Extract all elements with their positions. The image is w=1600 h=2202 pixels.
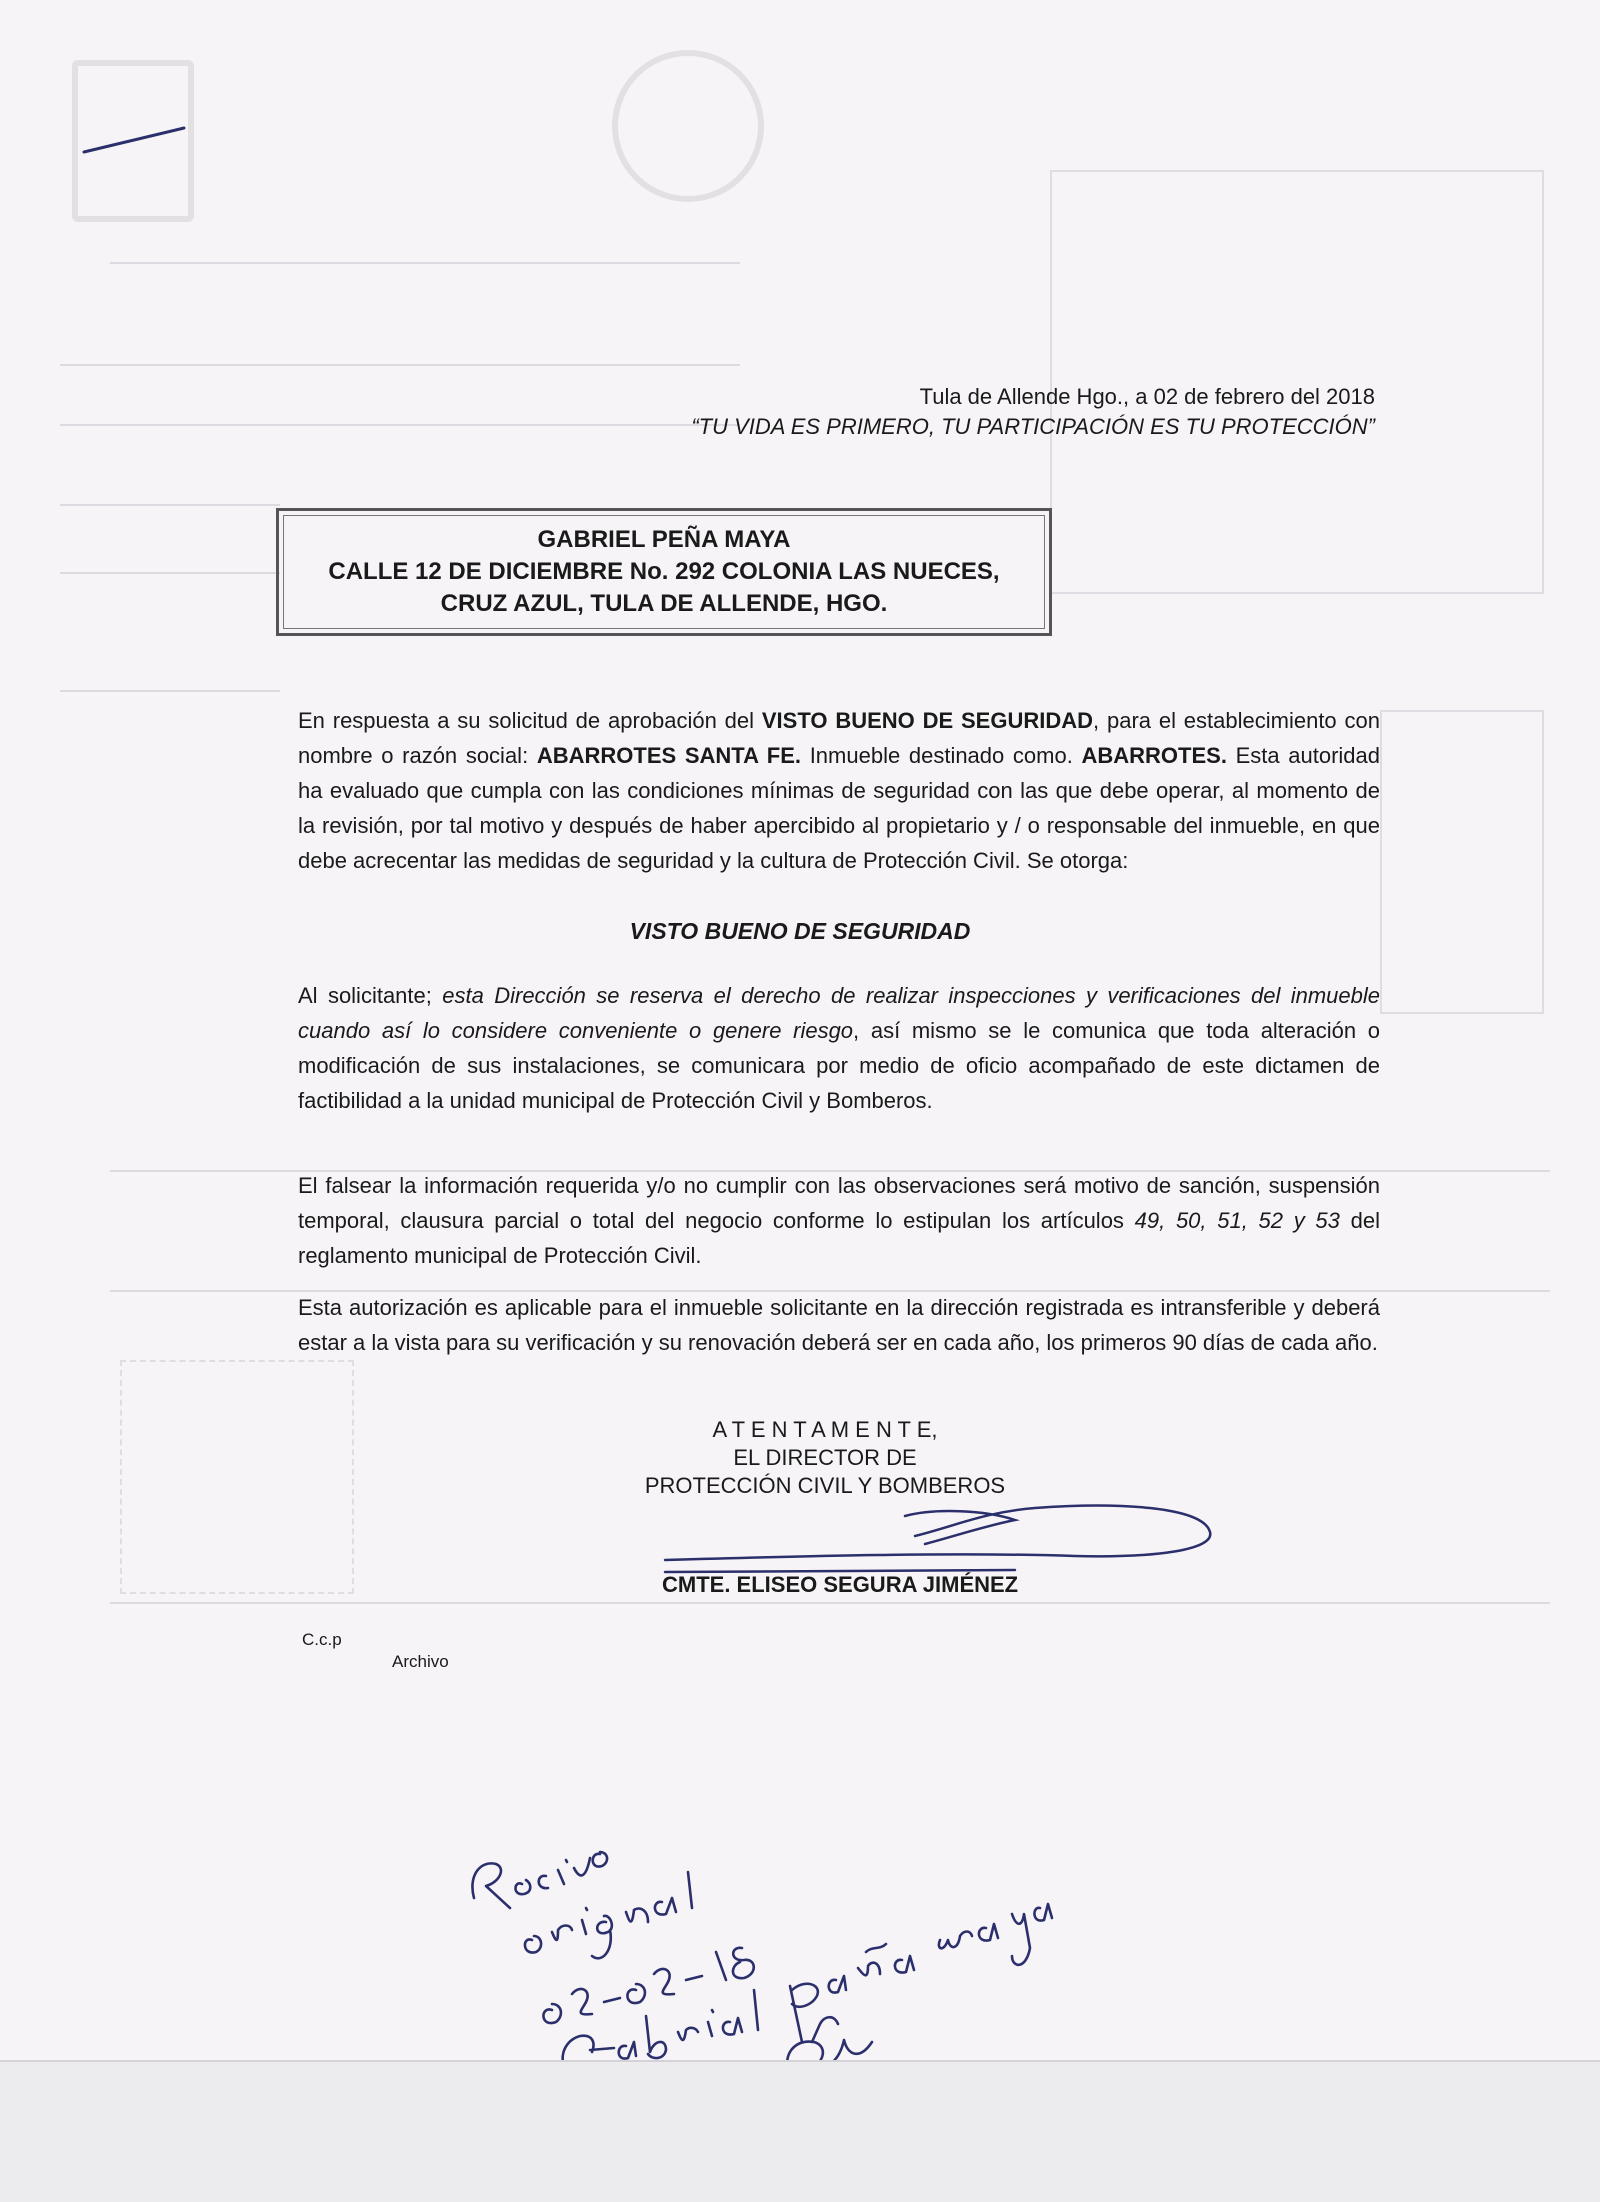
closing-line1: A T E N T A M E N T E, [712,1417,938,1442]
closing-line2: EL DIRECTOR DE [733,1445,917,1470]
paragraph-authorization: Esta autorización es aplicable para el inmueble solicitante en la dirección registrada es intransferible y deberá estar a la vista para su verificación y su renovación deberá ser en cada año, los primeros 90 días de cada año. [298,1295,1380,1355]
paragraph-request [298,703,1380,878]
paragraph-sanctions [298,1168,1380,1273]
ccp-value: Archivo [392,1652,449,1671]
recipient-inner [283,515,1045,629]
handwritten-receipt-note [440,1780,1060,2080]
recipient-address-line1: CALLE 12 DE DICIEMBRE No. 292 COLONIA LAS NUECES, [328,558,1000,585]
ghost-table [1050,170,1544,594]
recipient-name: GABRIEL PEÑA MAYA [537,526,791,553]
signer-name: CMTE. ELISEO SEGURA JIMÉNEZ [662,1572,1019,1597]
scanner-bottom-margin [0,2060,1600,2202]
p1-bold-business-name: ABARROTES SANTA FE. [536,743,802,768]
p1-text-1: En respuesta a su solicitud de aprobación del [298,708,762,733]
ghost-rule [60,364,740,366]
section-title: VISTO BUENO DE SEGURIDAD [629,918,971,944]
p3-text-2: del reglamento municipal de Protección Civil. [298,1208,1380,1268]
recipient-address-line2: CRUZ AZUL, TULA DE ALLENDE, HGO. [440,590,888,617]
ghost-seal [612,50,764,202]
p1-text-2: , para el establecimiento con nombre o razón social: [298,708,1380,768]
ghost-qr [120,1360,354,1594]
paragraph-applicant [298,978,1380,1118]
p1-text-4: Esta autoridad ha evaluado que cumpla con las condiciones mínimas de seguridad con las que debe operar, al momento de la revisión, por tal motivo y después de haber apercibido al propietario y / o responsable del inmueble, en que debe acrecentar las medidas de seguridad y la cultura de Protección Civil. Se otorga: [298,743,1381,873]
p1-text-3: Inmueble destinado como. [801,743,1082,768]
ghost-rule [110,1602,1550,1604]
ghost-rule [110,262,740,264]
ghost-rule [60,424,740,426]
pen-scratch [80,120,190,160]
recipient-box [276,508,1052,636]
ghost-rule [60,504,280,506]
p1-bold-use: ABARROTES. [1081,743,1227,768]
ghost-rule [60,572,280,574]
slogan: “TU VIDA ES PRIMERO, TU PARTICIPACIÓN ES TU PROTECCIÓN” [691,414,1375,439]
p2-text-2: , así mismo se le comunica que toda alteración o modificación de sus instalaciones, se comunicara por medio de oficio acompañado de este dictamen de factibilidad a la unidad municipal de Protección Civil y Bomberos. [298,1018,1380,1113]
closing-line3: PROTECCIÓN CIVIL Y BOMBEROS [644,1473,1006,1498]
ghost-rule [60,690,280,692]
p3-italic-articles: 49, 50, 51, 52 y 53 [1134,1208,1340,1233]
date-line: Tula de Allende Hgo., a 02 de febrero del 2018 [919,384,1375,409]
p2-text-1: Al solicitante; [298,983,443,1008]
ghost-table [1380,710,1544,1014]
p3-text-1: El falsear la información requerida y/o no cumplir con las observaciones será motivo de sanción, suspensión temporal, clausura parcial o total del negocio conforme lo estipulan los artículos [298,1173,1380,1233]
p1-bold-visto-bueno: VISTO BUENO DE SEGURIDAD [761,708,1094,733]
p2-italic: esta Dirección se reserva el derecho de realizar inspecciones y verificaciones del inmueble cuando así lo considere conveniente o genere riesgo [298,983,1380,1043]
ccp-label: C.c.p [302,1630,342,1649]
